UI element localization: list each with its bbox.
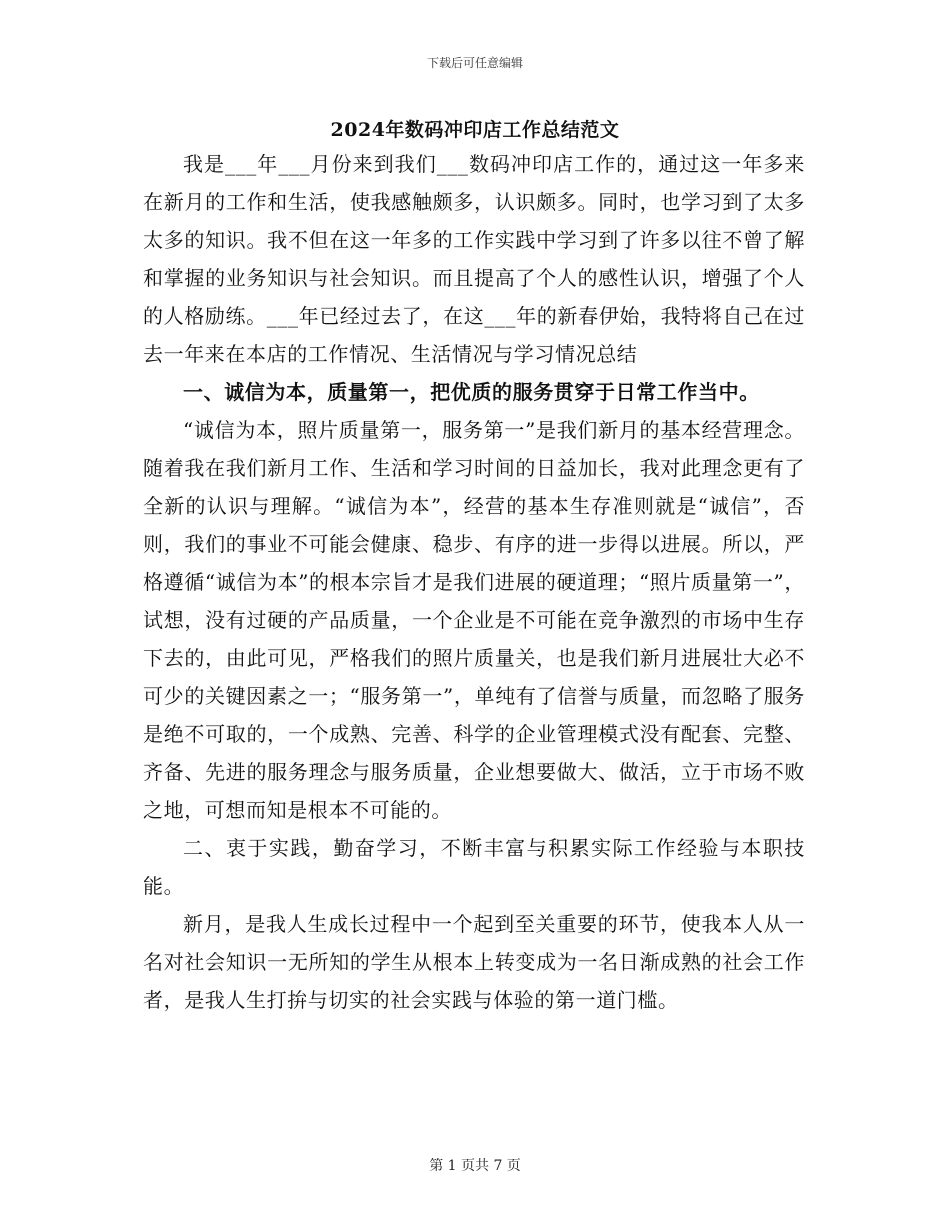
header-note: 下载后可任意编辑 bbox=[426, 56, 523, 70]
section-2-paragraph: 新月，是我人生成长过程中一个起到至关重要的环节，使我本人从一名对社会知识一无所知的学生从根本上转变成为一名日渐成熟的社会工作者，是我人生打拚与切实的社会实践与体验的第一道门槛。 bbox=[143, 912, 805, 1012]
page-number: 第 1 页共 7 页 bbox=[429, 1158, 521, 1174]
intro-paragraph: 我是___年___月份来到我们___数码冲印店工作的，通过这一年多来在新月的工作和生活，使我感触颇多，认识颇多。同时，也学习到了太多太多的知识。我不但在这一年多的工作实践中学习到了许多以往不曾了解和掌握的业务知识与社会知识。而且提高了个人的感性认识，增强了个人的人格励练。___年已经过去了，在这___年的新春伊始，我特将自己在过去一年来在本店的工作情况、生活情况与学习情况总结 bbox=[143, 152, 805, 366]
section-heading-1: 一、诚信为本，质量第一，把优质的服务贯穿于日常工作当中。 bbox=[183, 380, 760, 404]
section-1-paragraph: “诚信为本，照片质量第一，服务第一”是我们新月的基本经营理念。随着我在我们新月工作、生活和学习时间的日益加长，我对此理念更有了全新的认识与理解。“诚信为本”，经营的基本生存准则就是“诚信”，否则，我们的事业不可能会健康、稳步、有序的进一步得以进展。所以，严格遵循“诚信为本”的根本宗旨才是我们进展的硬道理；“照片质量第一”，试想，没有过硬的产品质量，一个企业是不可能在竞争激烈的市场中生存下去的，由此可见，严格我们的照片质量关，也是我们新月进展壮大必不可少的关键因素之一；“服务第一”，单纯有了信誉与质量，而忽略了服务是绝不可取的，一个成熟、完善、科学的企业管理模式没有配套、完整、齐备、先进的服务理念与服务质量，企业想要做大、做活，立于市场不败之地，可想而知是根本不可能的。 bbox=[143, 418, 805, 822]
document-body bbox=[143, 145, 805, 1019]
section-heading-2: 二、衷于实践，勤奋学习，不断丰富与积累实际工作经验与本职技能。 bbox=[143, 836, 805, 898]
document-title: 2024年数码冲印店工作总结范文 bbox=[330, 119, 620, 141]
